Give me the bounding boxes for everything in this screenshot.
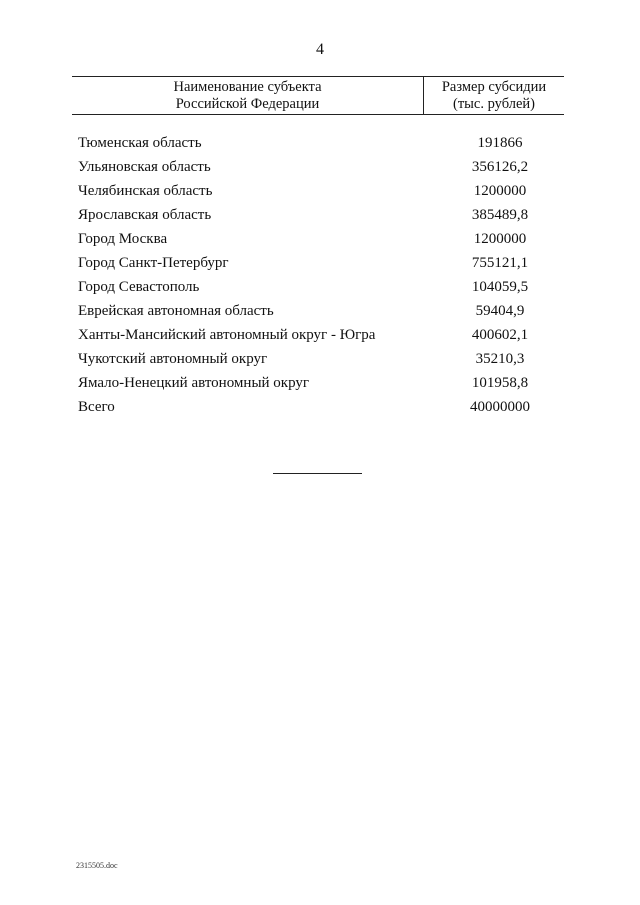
table-row [72, 227, 564, 251]
row-region-name: Ярославская область [78, 206, 212, 223]
row-region-name: Город Севастополь [78, 278, 200, 295]
table-row [72, 131, 564, 155]
table-row [72, 251, 564, 275]
row-subsidy-value: 40000000 [470, 398, 530, 415]
row-region-name: Город Санкт-Петербург [78, 254, 229, 271]
table-body [72, 131, 564, 419]
header-region-name-line2: Российской Федерации [175, 96, 320, 112]
row-subsidy-value: 191866 [477, 134, 523, 151]
header-subsidy-amount-line1: Размер субсидии [441, 79, 547, 95]
row-subsidy-value: 101958,8 [471, 374, 529, 391]
row-subsidy-value: 59404,9 [475, 302, 525, 319]
row-region-name: Чукотский автономный округ [78, 350, 268, 367]
row-subsidy-value: 35210,3 [475, 350, 525, 367]
table-row [72, 155, 564, 179]
header-region-name-line1: Наименование субъекта [173, 79, 322, 95]
table-row [72, 299, 564, 323]
row-subsidy-value: 356126,2 [471, 158, 529, 175]
table-row [72, 203, 564, 227]
row-region-name: Еврейская автономная область [78, 302, 274, 319]
subsidy-table [72, 76, 564, 419]
header-subsidy-amount [424, 77, 564, 114]
row-subsidy-value: 104059,5 [471, 278, 529, 295]
table-row [72, 275, 564, 299]
row-region-name: Всего [78, 398, 115, 415]
row-region-name: Ульяновская область [78, 158, 211, 175]
table-row [72, 395, 564, 419]
row-region-name: Ханты-Мансийский автономный округ - Югра [78, 326, 376, 343]
footer-filename: 2315505.doc [76, 861, 118, 870]
header-region-name [72, 77, 424, 114]
table-row [72, 179, 564, 203]
row-subsidy-value: 755121,1 [471, 254, 529, 271]
row-region-name: Ямало-Ненецкий автономный округ [78, 374, 310, 391]
row-region-name: Челябинская область [78, 182, 213, 199]
page-number: 4 [316, 41, 324, 58]
row-subsidy-value: 385489,8 [471, 206, 529, 223]
end-divider [273, 473, 362, 474]
row-subsidy-value: 1200000 [473, 230, 527, 247]
table-header [72, 76, 564, 115]
row-subsidy-value: 400602,1 [471, 326, 529, 343]
table-row [72, 347, 564, 371]
header-subsidy-amount-line2: (тыс. рублей) [453, 96, 535, 112]
row-region-name: Город Москва [78, 230, 168, 247]
table-row [72, 323, 564, 347]
table-row [72, 371, 564, 395]
row-subsidy-value: 1200000 [473, 182, 527, 199]
row-region-name: Тюменская область [78, 134, 202, 151]
